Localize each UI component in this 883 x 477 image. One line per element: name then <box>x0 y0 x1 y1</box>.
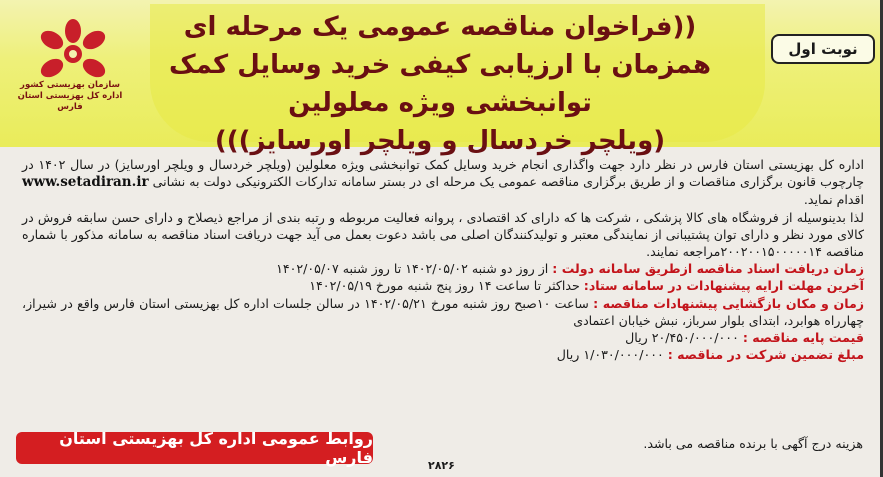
title-line1: ((فراخوان مناقصه عمومی یک مرحله ای <box>183 12 697 42</box>
guarantee-value: ۱/۰۳۰/۰۰۰/۰۰۰ ریال <box>556 347 664 363</box>
title-line3: (ویلچر خردسال و ویلچر اورسایز))) <box>214 126 666 156</box>
document-period-label: زمان دریافت اسناد مناقصه ازطریق سامانه دولت : <box>552 261 864 277</box>
deadline-value: حداکثر تا ساعت ۱۴ روز پنج شنبه مورخ ۱۴۰۲/۰۵/۱۹ <box>309 278 580 294</box>
deadline-label: آخرین مهلت ارایه پیشنهادات در سامانه ستاد: <box>583 278 864 294</box>
base-price-value: ۲۰/۴۵۰/۰۰۰/۰۰۰ ریال <box>625 330 739 346</box>
edition-badge: نوبت اول <box>771 34 875 64</box>
invitation-paragraph: لذا بدینوسیله از فروشگاه های کالا پزشکی ، شرکت ها که دارای کد اقتصادی ، پروانه فعالیت مربوطه و رتبه بندی از مراجع ذیصلاح و دارای حسن سابقه فروش در کالای مورد نظر و دارای توان پشتیبانی از نمایندگی معتبر و تولیدکنندگان اصلی می باشد دعوت بعمل می آید جهت دریافت اسناد مناقصه به سامانه مذکور با شماره مناقصه ۲۰۰۲۰۰۱۵۰۰۰۰۰۱۴مراجعه نمایند. <box>22 209 864 260</box>
ad-code: ۲۸۲۶ <box>428 459 455 472</box>
organization-name-line2: اداره کل بهزیستی استان فارس <box>17 91 123 112</box>
ad-fee-note: هزینه درج آگهی با برنده مناقصه می باشد. <box>643 436 863 451</box>
organization-name-line1: سازمان بهزیستی کشور <box>20 80 120 90</box>
intro-text: اداره کل بهزیستی استان فارس در نظر دارد جهت واگذاری انجام خرید وسایل کمک توانبخشی ویژه معلولین (ویلچر خردسال و ویلچر اورسایز) در سال ۱۴۰۲ در چارچوب قانون برگزاری مناقصات و از طریق برگزاری مناقصه عمومی یک مرحله ای در بستر سامانه تدارکات الکترونیکی دولت به نشانی <box>22 157 864 190</box>
opening-label: زمان و مکان بازگشایی پیشنهادات مناقصه : <box>593 295 865 311</box>
title-line2: همزمان با ارزیابی کیفی خرید وسایل کمک توانبخشی ویژه معلولین <box>168 50 712 118</box>
base-price-label: قیمت پایه مناقصه : <box>742 330 864 346</box>
public-relations-banner: روابط عمومی اداره کل بهزیستی استان فارس <box>16 432 373 464</box>
document-period-value: از روز دو شنبه ۱۴۰۲/۰۵/۰۲ تا روز شنبه ۱۴۰۲/۰۵/۰۷ <box>276 261 549 277</box>
website-link[interactable]: www.setadiran.ir <box>22 174 149 191</box>
intro-text-end: اقدام نماید. <box>803 192 864 208</box>
guarantee-label: مبلغ تضمین شرکت در مناقصه : <box>667 347 864 363</box>
opening-value: ساعت ۱۰صبح روز شنبه مورخ ۱۴۰۲/۰۵/۲۱ در سالن جلسات اداره کل بهزیستی استان فارس واقع در شیراز، چهارراه هوابرد، ابتدای بلوار سرباز، نبش خیابان اعتمادی <box>22 295 864 328</box>
